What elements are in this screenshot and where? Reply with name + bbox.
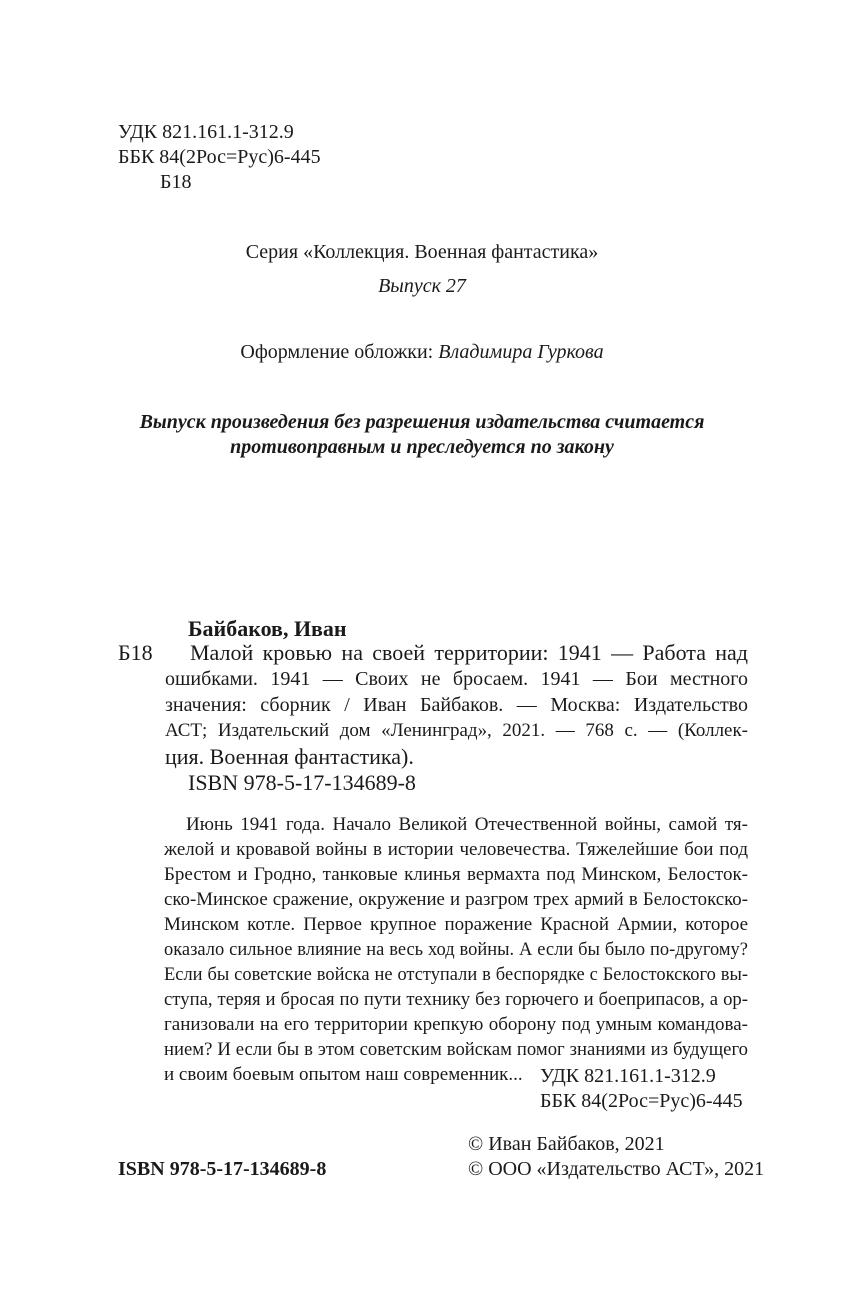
catalog-line: АСТ; Издательский дом «Ленинград», 2021. — 768 с. — (Коллек- bbox=[165, 720, 748, 741]
bottom-udk-code: УДК 821.161.1-312.9 bbox=[540, 1065, 716, 1087]
series-label: Серия «Коллекция. Военная фантастика» bbox=[245, 241, 599, 263]
copyright-author: © Иван Байбаков, 2021 bbox=[468, 1133, 665, 1155]
annotation-line: Июнь 1941 года. Начало Великой Отечественной войны, самой тя- bbox=[186, 814, 748, 835]
catalog-mark: Б18 bbox=[118, 640, 153, 665]
udk-code: УДК 821.161.1-312.9 bbox=[118, 121, 294, 143]
bottom-bbk-code: ББК 84(2Рос=Рус)6-445 bbox=[540, 1090, 743, 1112]
catalog-line: ция. Военная фантастика). bbox=[165, 744, 414, 769]
annotation-line: Если бы советские войска не отступали в беспорядке с Белостокского вы- bbox=[164, 964, 748, 984]
annotation-line: ганизовали на его территории крепкую оборону под умным командова- bbox=[164, 1014, 748, 1035]
cover-label: Оформление обложки: bbox=[240, 341, 434, 363]
copyright-publisher: © ООО «Издательство АСТ», 2021 bbox=[468, 1158, 765, 1180]
annotation-line: ско-Минское сражение, окружение и разгром трех армий в Белостокско- bbox=[164, 889, 748, 910]
catalog-line: Малой кровью на своей территории: 1941 — Работа над bbox=[190, 640, 748, 665]
series-issue: Выпуск 27 bbox=[378, 275, 466, 297]
cover-credit bbox=[0, 340, 844, 364]
catalog-line: ошибками. 1941 — Своих не бросаем. 1941 — Бои местного bbox=[165, 668, 748, 690]
annotation-line: оказало сильное влияние на весь ход войны. А если бы было по-другому? bbox=[164, 939, 748, 959]
author-mark: Б18 bbox=[160, 171, 192, 193]
warning-line-1: Выпуск произведения без разрешения издательства считается bbox=[139, 411, 705, 433]
bbk-code: ББК 84(2Рос=Рус)6-445 bbox=[118, 146, 321, 168]
warning-line-2: противоправным и преследуется по закону bbox=[230, 436, 614, 458]
catalog-author: Байбаков, Иван bbox=[188, 616, 347, 641]
catalog-line: значения: сборник / Иван Байбаков. — Москва: Издательство bbox=[165, 694, 748, 716]
annotation-line: ступа, теряя и бросая по пути технику без горючего и боеприпасов, а ор- bbox=[164, 989, 748, 1010]
annotation-line: нием? И если бы в этом советским войскам помог знаниями из будущего bbox=[164, 1039, 748, 1060]
annotation-line: Брестом и Гродно, танковые клинья вермахта под Минском, Белосток- bbox=[164, 864, 748, 885]
cover-designer: Владимира Гуркова bbox=[438, 341, 604, 363]
catalog-isbn: ISBN 978-5-17-134689-8 bbox=[188, 770, 416, 795]
catalog-description bbox=[165, 640, 748, 770]
annotation-line: и своим боевым опытом наш современник... bbox=[164, 1064, 523, 1085]
annotation-line: желой и кровавой войны в истории человечества. Тяжелейшие бои под bbox=[164, 839, 748, 860]
annotation-line: Минском котле. Первое крупное поражение Красной Армии, которое bbox=[164, 914, 748, 935]
footer-isbn: ISBN 978-5-17-134689-8 bbox=[118, 1158, 327, 1180]
annotation bbox=[164, 812, 748, 1087]
